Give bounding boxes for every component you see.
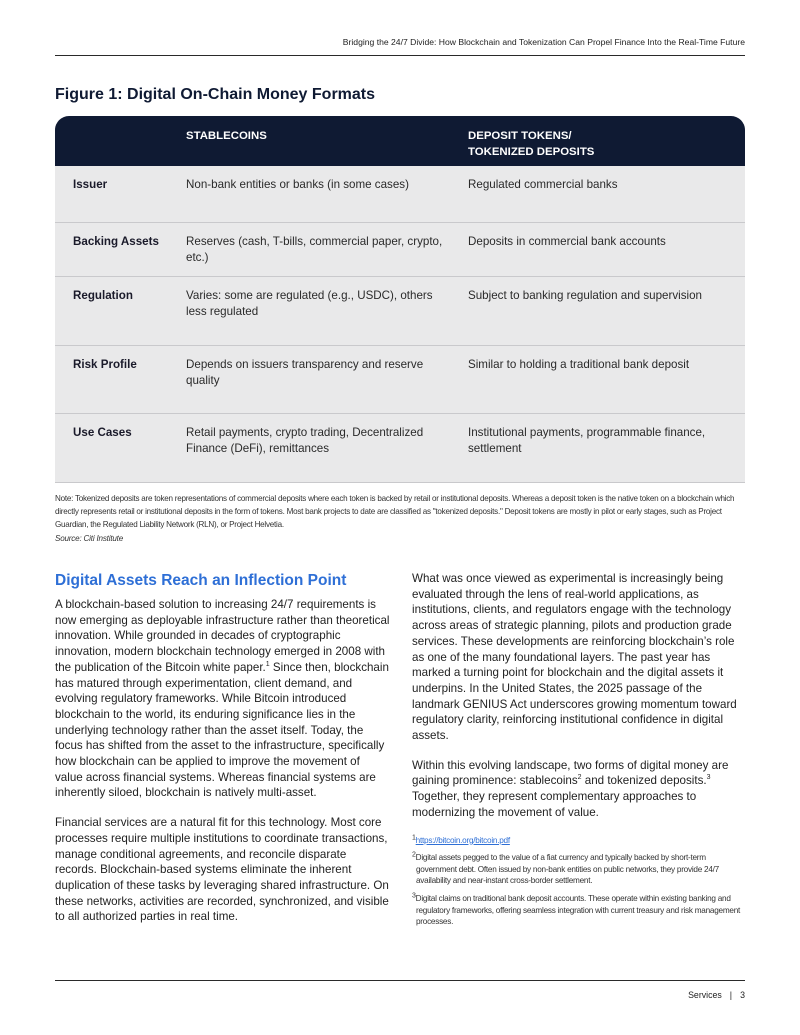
footnote-ref: 1 xyxy=(265,660,270,668)
cell-stablecoins: Retail payments, crypto trading, Decentralized Finance (DeFi), remittances xyxy=(186,426,424,455)
running-header: Bridging the 24/7 Divide: How Blockchain and Tokenization Can Propel Finance Into the Real-Time Future xyxy=(342,37,745,47)
footnote-link[interactable]: https://bitcoin.org/bitcoin.pdf xyxy=(415,835,510,845)
left-column xyxy=(55,571,390,939)
row-label: Use Cases xyxy=(73,426,132,439)
figure-source: Source: Citi Institute xyxy=(55,534,124,543)
column-header-deposit-tokens: DEPOSIT TOKENS/ TOKENIZED DEPOSITS xyxy=(468,130,595,158)
page-number: 3 xyxy=(740,990,745,1000)
figure-note: Note: Tokenized deposits are token representations of commercial deposits where each token is backed by retail or institutional deposits. Whereas a deposit token is the native token on a blockchain which directly represents retail or institutional deposits in the form of tokens. Most bank projects to date are classified as "tokenized deposits." Deposit tokens are mostly in pilot or early stages, such as Project Guardian, the Regulated Liability Network (RLN), or Project Helvetia. xyxy=(55,494,735,529)
table-row-backing-assets xyxy=(55,223,745,277)
cell-deposit-tokens: Similar to holding a traditional bank deposit xyxy=(468,358,690,371)
table-row-regulation xyxy=(55,277,745,346)
footnote-ref: 3 xyxy=(706,774,711,782)
footnote: $^3$Digital claims on traditional bank deposit accounts. These operate within existing banking and regulatory frameworks, offering seamless integration with current treasury and risk management processes. xyxy=(412,892,741,927)
footer-separator: | xyxy=(729,990,733,1000)
row-label: Regulation xyxy=(73,289,133,302)
table-header xyxy=(55,116,745,166)
table-row-use-cases xyxy=(55,414,745,483)
footnote: $^2$Digital assets pegged to the value of a fiat currency and typically backed by short-term government debt. Often issued by non-bank entities on public networks, they provide 24/7 availability and near-instant cross-border settlement. xyxy=(412,851,719,886)
section-heading: Digital Assets Reach an Inflection Point xyxy=(55,572,347,589)
cell-stablecoins: Non-bank entities or banks (in some cases) xyxy=(186,178,409,191)
cell-stablecoins: Reserves (cash, T-bills, commercial paper, crypto, etc.) xyxy=(186,235,443,264)
footnote: $^1$https://bitcoin.org/bitcoin.pdf xyxy=(412,833,510,845)
body-paragraph: Financial services are a natural fit for this technology. Most core processes require multiple institutions to coordinate transactions, manage conditional agreements, and reconcile disparate records. Blockchain-based systems eliminate the inherent duplication of these tasks by leveraging shared infrastructure. On these networks, activities are recorded, synchronized, and visible to all authorized parties in real time. xyxy=(55,816,389,924)
table-row-issuer xyxy=(55,166,745,223)
cell-deposit-tokens: Deposits in commercial bank accounts xyxy=(468,235,666,248)
bottom-divider xyxy=(55,980,745,981)
row-label: Risk Profile xyxy=(73,358,137,371)
footnotes xyxy=(412,835,746,928)
row-label: Backing Assets xyxy=(73,235,159,248)
cell-stablecoins: Depends on issuers transparency and reserve quality xyxy=(186,358,424,387)
page-footer xyxy=(688,990,745,1000)
cell-deposit-tokens: Institutional payments, programmable finance, settlement xyxy=(468,426,706,455)
body-paragraph: Within this evolving landscape, two forms of digital money are gaining prominence: stablecoins$^2$ and tokenized deposits.$^3$ Together, they represent complementary approaches to modernizing the movement of value. xyxy=(412,758,729,819)
row-label: Issuer xyxy=(73,178,108,191)
cell-deposit-tokens: Regulated commercial banks xyxy=(468,178,618,191)
footer-section: Services xyxy=(688,990,722,1000)
cell-deposit-tokens: Subject to banking regulation and supervision xyxy=(468,289,702,302)
top-divider xyxy=(55,55,745,56)
figure-title: Figure 1: Digital On-Chain Money Formats xyxy=(55,86,376,103)
body-paragraph: A blockchain-based solution to increasing 24/7 requirements is now emerging as deployable infrastructure rather than theoretical innovation. While grounded in decades of cryptographic innovation, modern blockchain technology emerged in 2008 with the publication of the Bitcoin white paper.$^1$ Since then, blockchain has matured through experimentation, client demand, and evolving regulatory frameworks. While Bitcoin introduced blockchain to the world, its enduring significance lies in the underlying technology rather than the asset itself. Today, the focus has shifted from the asset to the infrastructure, specifically how blockchain can be applied to improve the movement of value across financial systems. Whereas financial systems are inherently siloed, blockchain is natively multi-asset. xyxy=(55,598,390,800)
table-row-risk-profile xyxy=(55,346,745,414)
column-header-stablecoins: STABLECOINS xyxy=(186,130,267,142)
comparison-table xyxy=(55,116,745,483)
footnote-ref: 2 xyxy=(577,774,582,782)
cell-stablecoins: Varies: some are regulated (e.g., USDC), others less regulated xyxy=(186,289,433,318)
body-paragraph: What was once viewed as experimental is increasingly being evaluated through the lens of real-world applications, as institutions, clients, and regulators engage with the technology across areas of strategic planning, pilots and production grade services. These developments are reinforcing blockchain’s role as one of the many foundational layers. The past year has marked a turning point for blockchain and the digital assets it underpins. In the United States, the 2025 passage of the landmark GENIUS Act underscores growing momentum toward regulatory clarity, reinforcing institutional confidence in digital assets. xyxy=(412,572,737,743)
right-column xyxy=(412,571,746,934)
